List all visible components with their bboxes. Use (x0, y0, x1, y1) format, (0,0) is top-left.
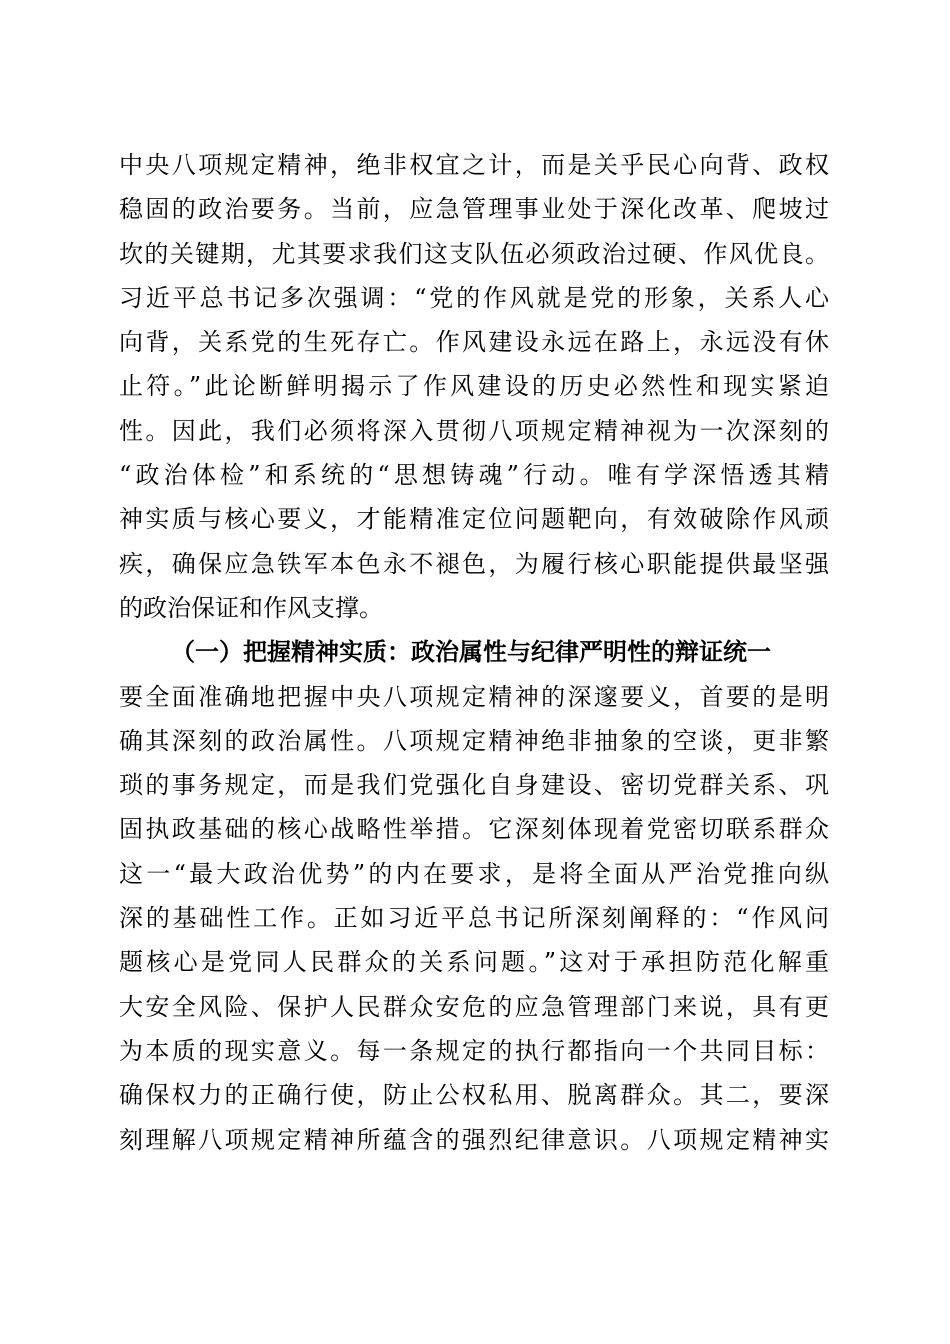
text-line: 为本质的现实意义。每一条规定的执行都指向一个共同目标： (119, 1036, 829, 1065)
text-line: 确保权力的正确行使，防止公权私用、脱离群众。其二，要深 (119, 1081, 829, 1110)
text-line: 琐的事务规定，而是我们党强化自身建设、密切党群关系、巩 (119, 771, 829, 800)
text-line: 要全面准确地把握中央八项规定精神的深邃要义，首要的是明 (119, 682, 829, 711)
text-line: 神实质与核心要义，才能精准定位问题靶向，有效破除作风顽 (119, 505, 829, 534)
document-body (119, 143, 829, 1162)
text-line: 疾，确保应急铁军本色永不褪色，为履行核心职能提供最坚强 (119, 549, 829, 578)
text-line: 习近平总书记多次强调：“党的作风就是党的形象，关系人心 (119, 283, 829, 312)
paragraph-intro (119, 143, 829, 630)
text-line: 大安全风险、保护人民群众安危的应急管理部门来说，具有更 (119, 992, 829, 1021)
text-line: 止符。”此论断鲜明揭示了作风建设的历史必然性和现实紧迫 (119, 372, 829, 401)
text-line: 刻理解八项规定精神所蕴含的强烈纪律意识。八项规定精神实 (119, 1125, 829, 1154)
text-line: 题核心是党同人民群众的关系问题。”这对于承担防范化解重 (119, 948, 829, 977)
text-line: 稳固的政治要务。当前，应急管理事业处于深化改革、爬坡过 (119, 195, 829, 224)
section-heading: （一）把握精神实质：政治属性与纪律严明性的辩证统一 (171, 637, 771, 667)
text-line: 确其深刻的政治属性。八项规定精神绝非抽象的空谈，更非繁 (119, 726, 829, 755)
text-line: 坎的关键期，尤其要求我们这支队伍必须政治过硬、作风优良。 (119, 239, 829, 268)
text-line: 的政治保证和作风支撑。 (119, 593, 383, 622)
text-line: 中央八项规定精神，绝非权宜之计，而是关乎民心向背、政权 (119, 151, 829, 179)
text-line: 固执政基础的核心战略性举措。它深刻体现着党密切联系群众 (119, 815, 829, 844)
text-line: 深的基础性工作。正如习近平总书记所深刻阐释的：“作风问 (119, 904, 829, 933)
text-line: 这一“最大政治优势”的内在要求，是将全面从严治党推向纵 (119, 859, 829, 888)
text-line: 向背，关系党的生死存亡。作风建设永远在路上，永远没有休 (119, 328, 829, 357)
text-line: 性。因此，我们必须将深入贯彻八项规定精神视为一次深刻的 (119, 416, 829, 445)
text-line: “政治体检”和系统的“思想铸魂”行动。唯有学深悟透其精 (119, 461, 829, 490)
paragraph-section-one (119, 675, 829, 1162)
